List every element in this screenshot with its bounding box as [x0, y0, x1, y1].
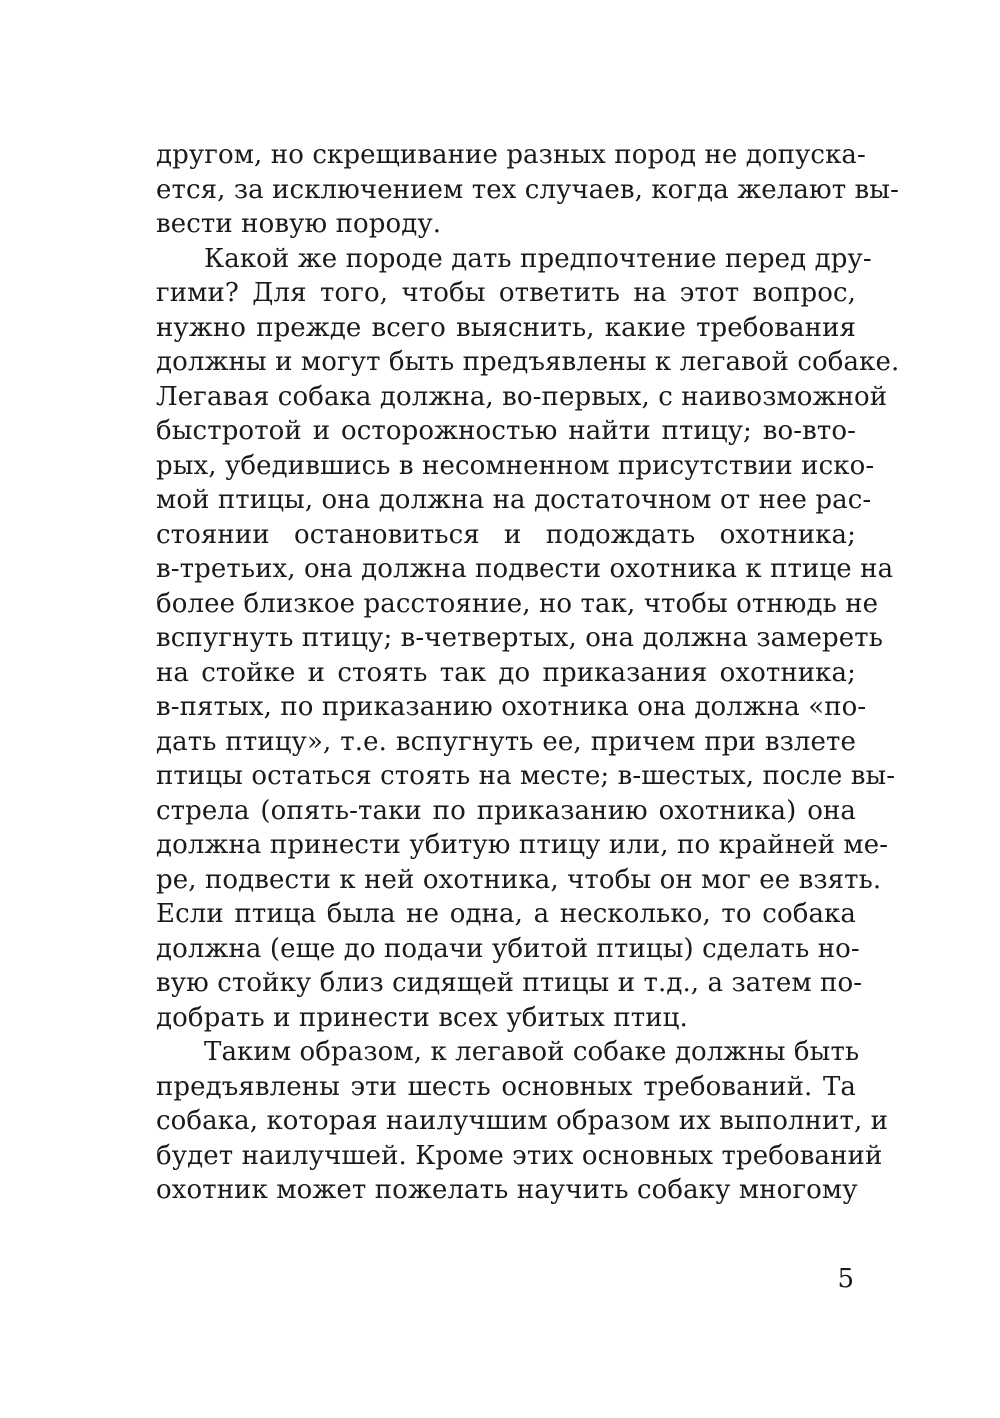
- page-number: 5: [837, 1264, 854, 1294]
- text-line: охотник может пожелать научить собаку многому: [156, 1175, 858, 1205]
- text-line: будет наилучшей. Кроме этих основных требований: [156, 1140, 883, 1171]
- text-line: мой птицы, она должна на достаточном от нее рас-: [156, 485, 872, 515]
- text-line: гими? Для того, чтобы ответить на этот вопрос,: [156, 278, 856, 308]
- text-line: Таким образом, к легавой собаке должны быть: [204, 1037, 860, 1067]
- text-line: в-пятых, по приказанию охотника она должна «по-: [156, 692, 867, 722]
- text-line: собака, которая наилучшим образом их выполнит, и: [156, 1106, 889, 1136]
- text-line: вспугнуть птицу; в-четвертых, она должна замереть: [156, 623, 883, 653]
- text-line: ре, подвести к ней охотника, чтобы он мог ее взять.: [156, 864, 882, 895]
- text-line: должна принести убитую птицу или, по крайней ме-: [156, 830, 889, 860]
- text-line: Какой же породе дать предпочтение перед дру-: [204, 243, 872, 274]
- text-line: стоянии остановиться и подождать охотника;: [156, 519, 856, 550]
- text-line: рых, убедившись в несомненном присутствии иско-: [156, 450, 875, 481]
- text-line: птицы остаться стоять на месте; в-шестых, после вы-: [156, 761, 896, 791]
- text-line: вести новую породу.: [156, 209, 442, 239]
- body-text: [156, 138, 900, 1208]
- text-line: предъявлены эти шесть основных требований. Та: [156, 1071, 856, 1102]
- text-line: должны и могут быть предъявлены к легавой собаке.: [156, 347, 900, 377]
- text-line: другом, но скрещивание разных пород не допуска-: [156, 140, 866, 170]
- text-line: ется, за исключением тех случаев, когда желают вы-: [156, 174, 899, 205]
- text-line: Легавая собака должна, во-первых, с наивозможной: [156, 381, 888, 412]
- text-line: стрела (опять-таки по приказанию охотника) она: [156, 795, 856, 826]
- text-line: на стойке и стоять так до приказания охотника;: [156, 657, 856, 688]
- text-line: более близкое расстояние, но так, чтобы отнюдь не: [156, 588, 879, 619]
- text-line: должна (еще до подачи убитой птицы) сделать но-: [156, 933, 860, 964]
- text-line: добрать и принести всех убитых птиц.: [156, 1002, 688, 1033]
- text-line: вую стойку близ сидящей птицы и т.д., а затем по-: [156, 968, 863, 998]
- text-line: быстротой и осторожностью найти птицу; во-вто-: [156, 416, 856, 446]
- text-line: нужно прежде всего выяснить, какие требования: [156, 312, 856, 343]
- text-line: Если птица была не одна, а несколько, то собака: [156, 899, 856, 929]
- text-line: в-третьих, она должна подвести охотника к птице на: [156, 554, 894, 584]
- text-line: дать птицу», т.е. вспугнуть ее, причем при взлете: [156, 726, 856, 757]
